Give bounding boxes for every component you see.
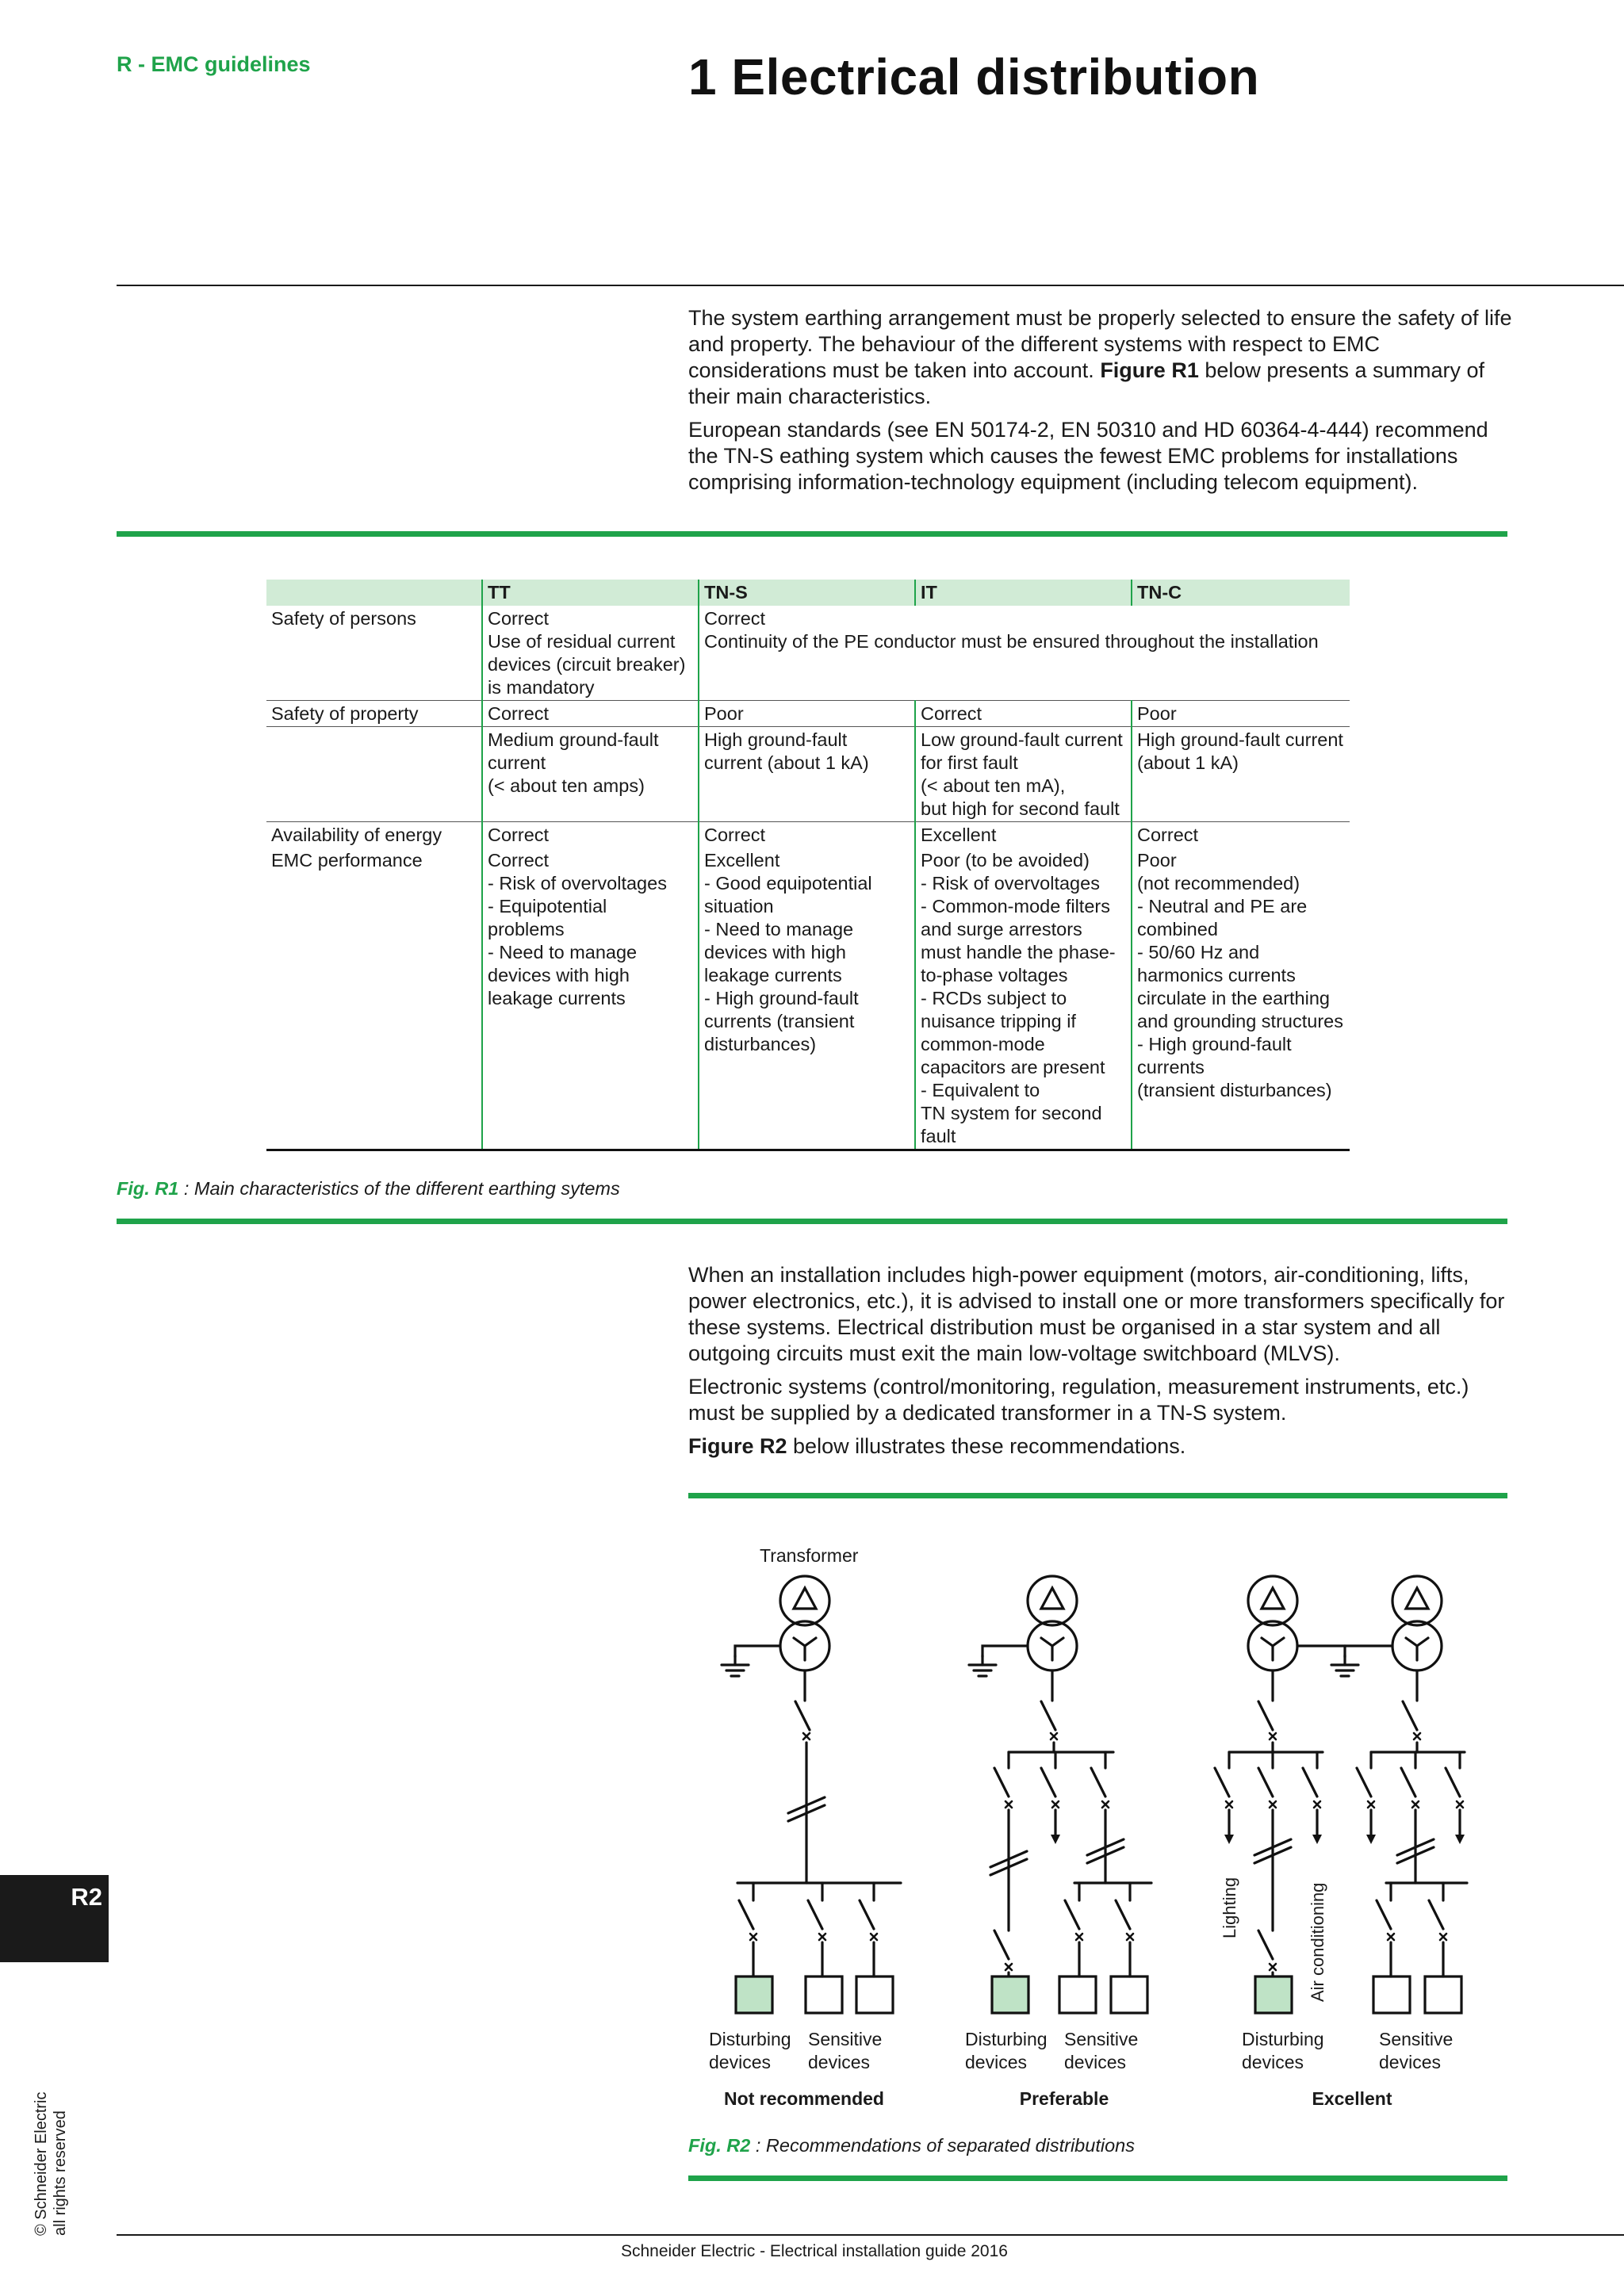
body-paragraph-2: Electronic systems (control/monitoring, regulation, measurement instruments, etc.) must be supplied by a dedicated transformer in a TN-S system.	[688, 1375, 1469, 1425]
sensitive-label: Sensitive	[808, 2029, 883, 2049]
section-label: R - EMC guidelines	[117, 52, 311, 76]
table-row	[266, 822, 1350, 848]
table-cell: Medium ground-fault current (< about ten amps)	[482, 727, 699, 822]
transformer-primary-icon	[780, 1576, 829, 1625]
air-conditioning-label: Air conditioning	[1308, 1882, 1327, 2002]
layout-not-recommended	[722, 1576, 901, 2013]
table-row	[266, 701, 1350, 727]
table-cell: High ground-fault current (about 1 kA)	[699, 727, 915, 822]
table-cell: Low ground-fault current for first fault (< about ten mA), but high for second fault	[915, 727, 1132, 822]
ground-icon	[1331, 1655, 1358, 1676]
table-cell: Poor	[699, 701, 915, 727]
figure-r1-caption: Fig. R1 : Main characteristics of the different earthing sytems	[117, 1178, 620, 1199]
devices-label: devices	[1242, 2052, 1304, 2072]
table-cell: Correct	[699, 822, 915, 848]
row-label-empty	[266, 727, 482, 822]
figure-r2-ref: Figure R2	[688, 1434, 787, 1458]
row-label: Availability of energy	[266, 822, 482, 848]
intro-paragraph-1: The system earthing arrangement must be properly selected to ensure the safety of life and property. The behaviour of the different systems with respect to EMC considerations must be taken into account. Figure R1 below presents a summary of their main characteristics.	[688, 306, 1512, 408]
earthing-systems-table	[266, 580, 1350, 1151]
table-header-tns: TN-S	[699, 580, 915, 606]
devices-label: devices	[709, 2052, 771, 2072]
table-cell: Poor (to be avoided) - Risk of overvoltages - Common-mode filters and surge arrestors must handle the phase- to-phase voltages - RCDs subject to nuisance tripping if common-mode capacitors are present - Equivalent to TN system for second fault	[915, 848, 1132, 1150]
table-cell-merged: Correct Continuity of the PE conductor must be ensured throughout the installation	[699, 606, 1350, 701]
table-cell: Correct	[482, 822, 699, 848]
sensitive-label: Sensitive	[1064, 2029, 1139, 2049]
table-cell: Poor (not recommended) - Neutral and PE are combined - 50/60 Hz and harmonics currents circulate in the earthing and grounding structures - High ground-fault currents (transient disturbances)	[1132, 848, 1350, 1150]
figure-r2-caption: Fig. R2 : Recommendations of separated distributions	[688, 2135, 1135, 2156]
table-cell: Excellent	[915, 822, 1132, 848]
table-header-row	[266, 580, 1350, 606]
transformer-secondary-icon	[1392, 1621, 1442, 1670]
disturbing-label: Disturbing	[1242, 2029, 1324, 2049]
table-header-it: IT	[915, 580, 1132, 606]
layout-excellent	[1215, 1576, 1467, 2013]
disturbing-device-box	[736, 1976, 772, 2013]
disturbing-device-box	[1255, 1976, 1292, 2013]
page-number: R2	[71, 1883, 102, 1911]
page-number-tab	[0, 1875, 109, 1962]
not-recommended-label: Not recommended	[724, 2088, 884, 2109]
footer-text: Schneider Electric - Electrical installation guide 2016	[621, 2242, 1008, 2260]
sensitive-device-box	[806, 1976, 842, 2013]
disturbing-label: Disturbing	[709, 2029, 791, 2049]
row-label: EMC performance	[266, 848, 482, 1150]
table-cell: Correct	[915, 701, 1132, 727]
transformer-secondary-icon	[1028, 1621, 1077, 1670]
table-cell: Correct	[1132, 822, 1350, 848]
disturbing-label: Disturbing	[965, 2029, 1048, 2049]
devices-label: devices	[1379, 2052, 1441, 2072]
body-paragraph-1: When an installation includes high-power equipment (motors, air-conditioning, lifts, power electronics, etc.), it is advised to install one or more transformers specifically for these systems. Electrical distribution must be organised in a star system and all outgoing circuits must exit the main low-voltage switchboard (MLVS).	[688, 1263, 1505, 1365]
table-cell: Excellent - Good equipotential situation - Need to manage devices with high leakage currents - High ground-fault currents (transient disturbances)	[699, 848, 915, 1150]
table-cell: Correct	[482, 701, 699, 727]
sensitive-label: Sensitive	[1379, 2029, 1454, 2049]
transformer-primary-icon	[1028, 1576, 1077, 1625]
preferable-label: Preferable	[1019, 2088, 1109, 2109]
table-cell: Correct Use of residual current devices (circuit breaker) is mandatory	[482, 606, 699, 701]
row-label: Safety of property	[266, 701, 482, 727]
table-row	[266, 606, 1350, 701]
transformer-primary-icon	[1392, 1576, 1442, 1625]
distribution-diagram	[688, 1538, 1513, 2125]
excellent-label: Excellent	[1312, 2088, 1392, 2109]
layout-preferable	[969, 1576, 1151, 2013]
page-title: 1 Electrical distribution	[688, 48, 1260, 105]
table-header-tnc: TN-C	[1132, 580, 1350, 606]
header-divider	[117, 285, 1624, 286]
sensitive-device-box	[856, 1976, 893, 2013]
table-cell: Correct - Risk of overvoltages - Equipotential problems - Need to manage devices with high leakage currents	[482, 848, 699, 1150]
disturbing-device-box	[992, 1976, 1028, 2013]
devices-label: devices	[965, 2052, 1027, 2072]
devices-label: devices	[1064, 2052, 1126, 2072]
copyright-notice: © Schneider Electric all rights reserved	[33, 2091, 69, 2236]
layout-ratings	[724, 2088, 1392, 2109]
table-cell: Poor	[1132, 701, 1350, 727]
devices-label: devices	[808, 2052, 870, 2072]
lighting-label: Lighting	[1220, 1877, 1239, 1938]
sensitive-device-box	[1111, 1976, 1147, 2013]
row-label: Safety of persons	[271, 608, 416, 629]
transformer-secondary-icon	[1248, 1621, 1297, 1670]
transformer-label: Transformer	[760, 1545, 859, 1566]
intro-paragraph-2: European standards (see EN 50174-2, EN 50310 and HD 60364-4-444) recommend the TN-S eathing system which causes the fewest EMC problems for installations comprising information-technology equipment (including telecom equipment).	[688, 418, 1488, 494]
ground-icon	[969, 1655, 996, 1676]
table-row	[266, 727, 1350, 822]
figure-r1-ref: Figure R1	[1100, 358, 1199, 382]
table-row	[266, 848, 1350, 1150]
ground-icon	[722, 1655, 749, 1676]
table-header-tt: TT	[482, 580, 699, 606]
transformer-secondary-icon	[780, 1621, 829, 1670]
body-paragraph-3: Figure R2 below illustrates these recommendations.	[688, 1434, 1186, 1458]
table-header-empty	[266, 580, 482, 606]
figure-r1-top-rule	[117, 531, 1507, 537]
figure-r2-top-rule	[688, 1493, 1507, 1498]
sensitive-device-box	[1059, 1976, 1096, 2013]
body-text-2	[688, 1262, 1513, 1467]
footer-divider	[117, 2234, 1624, 2236]
sensitive-device-box	[1425, 1976, 1461, 2013]
device-labels	[709, 2029, 1453, 2072]
table-cell: High ground-fault current (about 1 kA)	[1132, 727, 1350, 822]
intro-text	[688, 305, 1513, 503]
transformer-primary-icon	[1248, 1576, 1297, 1625]
figure-r1-bottom-rule	[117, 1219, 1507, 1224]
sensitive-device-box	[1373, 1976, 1410, 2013]
figure-r2-bottom-rule	[688, 2175, 1507, 2181]
